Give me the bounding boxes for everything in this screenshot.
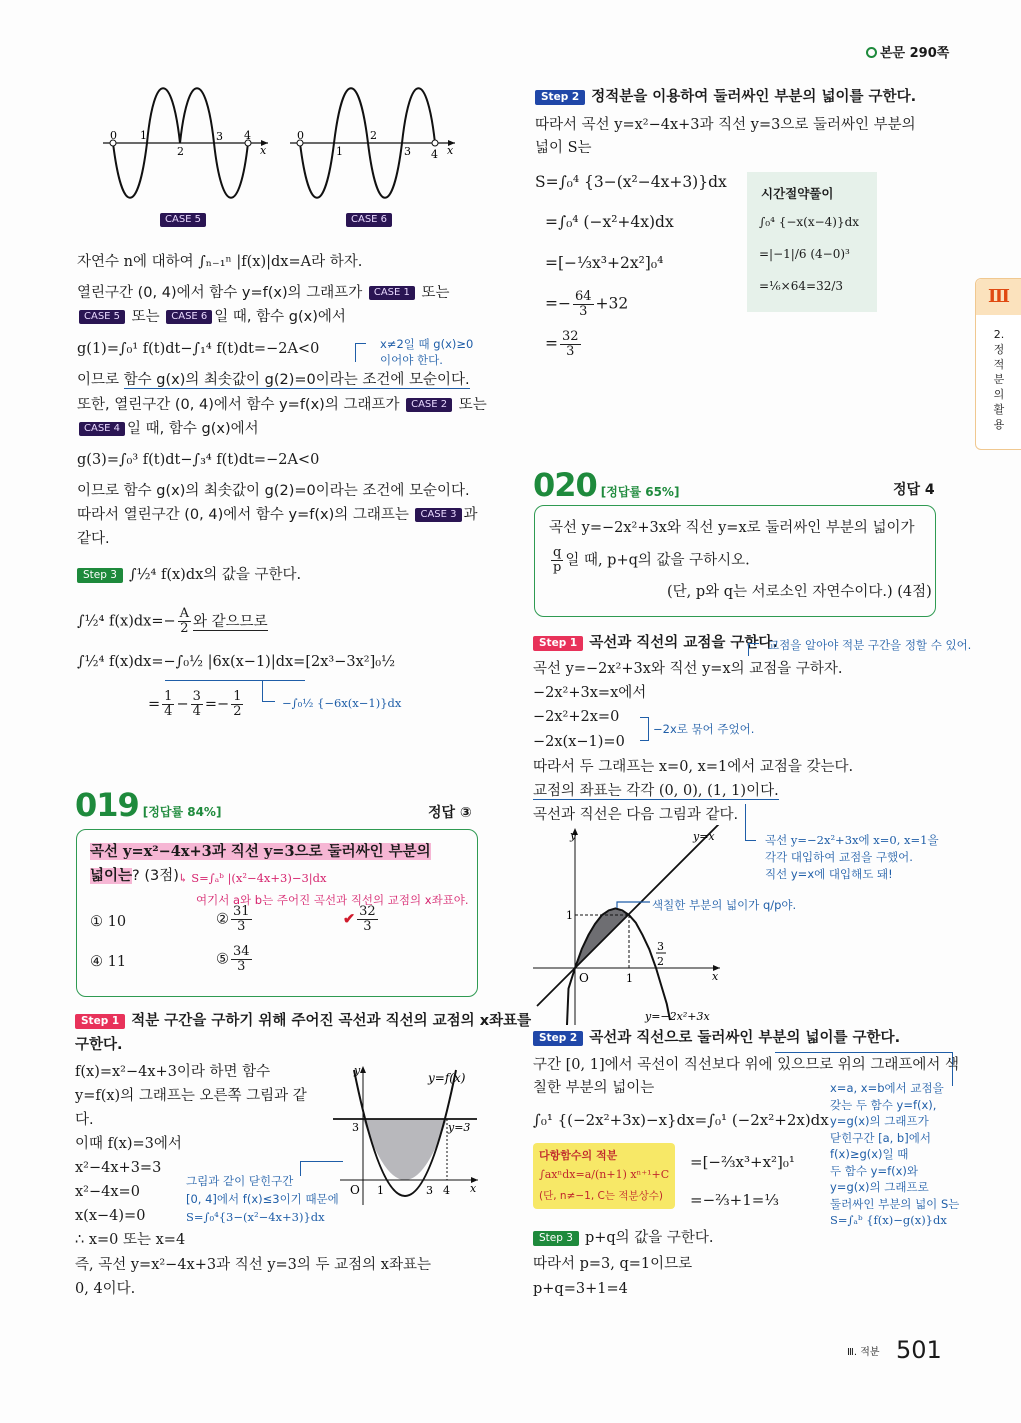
- note-arrow: [748, 643, 759, 656]
- case5-label: CASE 5: [160, 213, 206, 227]
- step3-heading: Step 3 p+q의 값을 구한다.: [533, 1228, 714, 1248]
- text-line: 자연수 n에 대하여 ∫ₙ₋₁ⁿ |f(x)|dx=A라 하자.: [77, 254, 363, 270]
- text-line: −2x(x−1)=0: [533, 734, 625, 750]
- x-tick-1: 1: [377, 1184, 384, 1197]
- step1-heading: Step 1 적분 구간을 구하기 위해 주어진 곡선과 직선의 교점의 x좌표를: [75, 1011, 531, 1031]
- x-axis-label: x: [712, 970, 719, 983]
- chapter-label: Ⅲ. 적분: [847, 1347, 880, 1358]
- tick-three-half-num: 3: [657, 940, 664, 953]
- formula-g3: g(3)=∫₀³ f(t)dt−∫₃⁴ f(t)dt=−2A<0: [77, 452, 320, 468]
- check-icon: ✔: [343, 910, 356, 928]
- step3-heading: Step 3 ∫½⁴ f(x)dx의 값을 구한다.: [77, 565, 301, 585]
- polynomial-integral-box: [533, 1143, 675, 1209]
- step2-badge: Step 2: [533, 1031, 583, 1046]
- step2-badge: Step 2: [535, 90, 585, 105]
- text-line: 따라서 곡선 y=x²−4x+3과 직선 y=3으로 둘러싸인 부분의: [535, 117, 916, 133]
- tip-title: 시간절약풀이: [761, 186, 834, 201]
- formula-line: = $\frac{32}{3}$: [545, 329, 579, 359]
- text-line: x(x−4)=0: [75, 1208, 146, 1224]
- choice-4[interactable]: ④ 11: [90, 954, 127, 970]
- case1-badge: CASE 1: [369, 286, 415, 300]
- formula-g1: g(1)=∫₀¹ f(t)dt−∫₁⁴ f(t)dt=−2A<0: [77, 341, 320, 357]
- y-axis-label: y: [570, 829, 577, 842]
- chapter-roman: Ⅲ: [976, 279, 1021, 315]
- x-tick-3: 3: [426, 1184, 433, 1197]
- formula-line: ∫₀¹ {(−2x²+3x)−x}dx=∫₀¹ (−2x²+2x)dx: [533, 1111, 829, 1129]
- question-line: $\frac{q}{p}$ 일 때, p+q의 값을 구하시오.: [553, 545, 750, 575]
- choice-5[interactable]: ⑤ $\frac{34}{3}$: [216, 944, 250, 974]
- text-line: p+q=3+1=4: [533, 1281, 628, 1297]
- tip-line: =⅙×64=32/3: [759, 279, 844, 293]
- y-tick-1: 1: [566, 909, 573, 922]
- text-line: 교점의 좌표는 각각 (0, 0), (1, 1)이다.: [533, 783, 779, 799]
- step1-badge: Step 1: [75, 1014, 125, 1029]
- text-line: CASE 4 일 때, 함수 g(x)에서: [77, 419, 259, 439]
- case3-badge: CASE 3: [415, 508, 461, 522]
- box-title: 다항함수의 적분: [539, 1149, 618, 1162]
- x-axis-label: x: [447, 144, 454, 157]
- step1-note2: −2x로 묶어 주었어.: [653, 722, 755, 736]
- question-line: 넓이는? (3점): [90, 868, 179, 884]
- choice-2[interactable]: ② $\frac{31}{3}$: [216, 904, 250, 934]
- text-line: 따라서 두 그래프는 x=0, x=1에서 교점을 갖는다.: [533, 759, 854, 775]
- text-line: y=f(x)의 그래프는 오른쪽 그림과 같: [75, 1088, 307, 1104]
- case6-graph: [290, 88, 455, 198]
- text-line: 곡선 y=−2x²+3x와 직선 y=x의 교점을 구하자.: [533, 661, 843, 677]
- question-number: 019 [정답률 84%]: [75, 786, 222, 824]
- text-line: 열린구간 (0, 4)에서 함수 y=f(x)의 그래프가 CASE 1 또는: [77, 285, 450, 301]
- note-arrow: [355, 343, 366, 362]
- text-line: 이때 f(x)=3에서: [75, 1136, 182, 1152]
- step1-heading-cont: 구한다.: [75, 1037, 123, 1053]
- formula-line: = $\frac{1}{4}$ − $\frac{3}{4}$ =− $\frac{1}{2}$: [148, 689, 242, 719]
- time-saving-box: [747, 172, 877, 312]
- formula-line: =− $\frac{64}{3}$ +32: [545, 289, 629, 319]
- text-line: 곡선과 직선은 다음 그림과 같다.: [533, 807, 739, 823]
- question-line: 곡선 y=x²−4x+3과 직선 y=3으로 둘러싸인 부분의: [90, 843, 431, 860]
- curve-line-graph: [530, 825, 750, 1030]
- text-line: 넓이 S는: [535, 140, 592, 156]
- text-line: 또한, 열린구간 (0, 4)에서 함수 y=f(x)의 그래프가 CASE 2 또는: [77, 397, 487, 413]
- line-label: y=x: [693, 830, 715, 843]
- bracket: [640, 717, 649, 741]
- hint-formula: ↳ S=∫ₐᵇ |(x²−4x+3)−3|dx: [178, 871, 327, 885]
- note-arrow: [262, 681, 275, 702]
- box-formula: ∫axⁿdx=a/(n+1) xⁿ⁺¹+C: [539, 1168, 670, 1181]
- choice-1[interactable]: ① 10: [90, 914, 127, 930]
- text-line: 0, 4이다.: [75, 1281, 136, 1297]
- text-line: x²−4x+3=3: [75, 1160, 162, 1176]
- step1-note: 그림과 같이 닫힌구간 [0, 4]에서 f(x)≤3이기 때문에 S=∫₀⁴{3−(x²−4x+3)}dx: [186, 1174, 339, 1224]
- tick-2: 2: [370, 129, 377, 142]
- tick-2: 2: [177, 145, 184, 158]
- note-g: x≠2일 때 g(x)≥0 이어야 한다.: [380, 337, 474, 367]
- step3-badge: Step 3: [533, 1231, 579, 1246]
- hint-text: 여기서 a와 b는 주어진 곡선과 직선의 교점의 x좌표야.: [196, 893, 469, 907]
- line-label: y=3: [448, 1121, 471, 1134]
- tip-line: ∫₀⁴ {−x(x−4)}dx: [759, 215, 860, 229]
- parabola-graph: [330, 1060, 480, 1210]
- text-line: f(x)=x²−4x+3이라 하면 함수: [75, 1064, 271, 1080]
- text-line: 칠한 부분의 넓이는: [533, 1080, 655, 1096]
- step2-heading: Step 2 곡선과 직선으로 둘러싸인 부분의 넓이를 구한다.: [533, 1028, 900, 1048]
- x-axis-label: x: [470, 1182, 477, 1195]
- text-line: 이므로 함수 g(x)의 최솟값이 g(2)=0이라는 조건에 모순이다.: [77, 372, 470, 388]
- case2-badge: CASE 2: [406, 398, 452, 412]
- tick-3: 3: [216, 130, 223, 143]
- text-line: CASE 5 또는 CASE 6 일 때, 함수 g(x)에서: [77, 307, 346, 327]
- formula-line: =[−⅓x³+2x²]₀⁴: [545, 254, 664, 272]
- case-graphs: [0, 0, 480, 240]
- tick-1: 1: [336, 145, 343, 158]
- text-line: 구간 [0, 1]에서 곡선이 직선보다 위에 있으므로 위의 그래프에서 색: [533, 1057, 960, 1073]
- tick-4: 4: [244, 129, 251, 142]
- text-line: 즉, 곡선 y=x²−4x+3과 직선 y=3의 두 교점의 x좌표는: [75, 1257, 431, 1273]
- tick-0: 0: [110, 129, 117, 142]
- shaded-note: 색칠한 부분의 넓이가 q/p야.: [652, 898, 797, 912]
- choice-3[interactable]: ✔ $\frac{32}{3}$: [343, 904, 376, 934]
- case5-graph: [103, 88, 268, 198]
- formula-line: =∫₀⁴ (−x²+4x)dx: [545, 213, 674, 231]
- circle-icon: [866, 47, 877, 58]
- page-reference: [866, 44, 949, 64]
- tick-0: 0: [297, 129, 304, 142]
- page-reference-text: 본문 290쪽: [880, 46, 950, 61]
- tick-three-half-den: 2: [657, 955, 664, 968]
- underline: [165, 680, 305, 681]
- step3-note: −∫₀½ {−6x(x−1)}dx: [282, 696, 402, 710]
- step3-badge: Step 3: [77, 568, 123, 583]
- text-line: 따라서 열린구간 (0, 4)에서 함수 y=f(x)의 그래프는 CASE 3 과: [77, 507, 478, 523]
- chapter-tab[interactable]: [975, 278, 1021, 450]
- graph-note: 곡선 y=−2x²+3x에 x=0, x=1을 각각 대입하여 교점을 구했어. 직선 y=x에 대입해도 돼!: [765, 833, 939, 881]
- page-number: 501: [896, 1336, 942, 1364]
- case5-badge: CASE 5: [79, 310, 125, 324]
- text-line: 같다.: [77, 531, 110, 547]
- formula-line: S=∫₀⁴ {3−(x²−4x+3)}dx: [535, 173, 727, 191]
- case6-label: CASE 6: [346, 213, 392, 227]
- origin-label: O: [350, 1183, 360, 1197]
- box-condition: (단, n≠−1, C는 적분상수): [539, 1190, 664, 1202]
- case6-badge: CASE 6: [166, 310, 212, 324]
- formula-line: =−⅔+1=⅓: [690, 1191, 779, 1209]
- tip-line: =|−1|/6 (4−0)³: [759, 247, 850, 261]
- step1-badge: Step 1: [533, 636, 583, 651]
- question-condition: (단, p와 q는 서로소인 자연수이다.) (4점): [667, 584, 932, 600]
- tick-1: 1: [140, 129, 147, 142]
- text-line: x²−4x=0: [75, 1184, 140, 1200]
- y-tick-3: 3: [352, 1121, 359, 1134]
- answer: 정답 4: [893, 482, 935, 498]
- text-line: 다.: [75, 1112, 94, 1128]
- section-label: 2.정적분의활용: [993, 328, 1005, 431]
- tick-3: 3: [404, 145, 411, 158]
- x-tick-1: 1: [626, 972, 633, 985]
- step1-heading: Step 1 곡선과 직선의 교점을 구한다.: [533, 633, 778, 653]
- area-formula-note: x=a, x=b에서 교점을 갖는 두 함수 y=f(x), y=g(x)의 그래프가 닫힌구간 [a, b]에서 f(x)≥g(x)일 때 두 함수 y=f(x)와 y=g(x)의 그래프로 둘러싸인 부분의 넓이 S는 S=∫ₐᵇ {f(x)−g(x)}dx: [830, 1081, 960, 1227]
- answer: 정답 ③: [428, 805, 472, 821]
- question-number: 020 [정답률 65%]: [533, 466, 680, 504]
- question-line: 곡선 y=−2x²+3x와 직선 y=x로 둘러싸인 부분의 넓이가: [549, 520, 915, 536]
- x-tick-4: 4: [443, 1184, 450, 1197]
- case4-badge: CASE 4: [79, 422, 125, 436]
- text-line: −2x²+2x=0: [533, 709, 620, 725]
- curve-label: y=−2x²+3x: [645, 1010, 710, 1023]
- formula-line: =[−⅔x³+x²]₀¹: [690, 1153, 795, 1171]
- formula-line: ∫½⁴ f(x)dx=−∫₀½ |6x(x−1)|dx=[2x³−3x²]₀½: [77, 654, 396, 670]
- x-axis-label: x: [260, 144, 267, 157]
- step2-heading: Step 2 정적분을 이용하여 둘러싸인 부분의 넓이를 구한다.: [535, 87, 916, 107]
- tick-4: 4: [431, 148, 438, 161]
- text-line: −2x²+3x=x에서: [533, 685, 647, 701]
- text-line: ∴ x=0 또는 x=4: [75, 1232, 186, 1248]
- text-line: 따라서 p=3, q=1이므로: [533, 1256, 693, 1272]
- curve-label: y=f(x): [428, 1071, 466, 1085]
- y-axis-label: y: [354, 1064, 361, 1077]
- formula-line: ∫½⁴ f(x)dx=− $\frac{A}{2}$ 와 같으므로: [77, 606, 268, 636]
- text-line: 이므로 함수 g(x)의 최솟값이 g(2)=0이라는 조건에 모순이다.: [77, 483, 470, 499]
- step1-note: 교점을 알아야 적분 구간을 정할 수 있어.: [768, 638, 972, 652]
- origin-label: O: [579, 971, 589, 985]
